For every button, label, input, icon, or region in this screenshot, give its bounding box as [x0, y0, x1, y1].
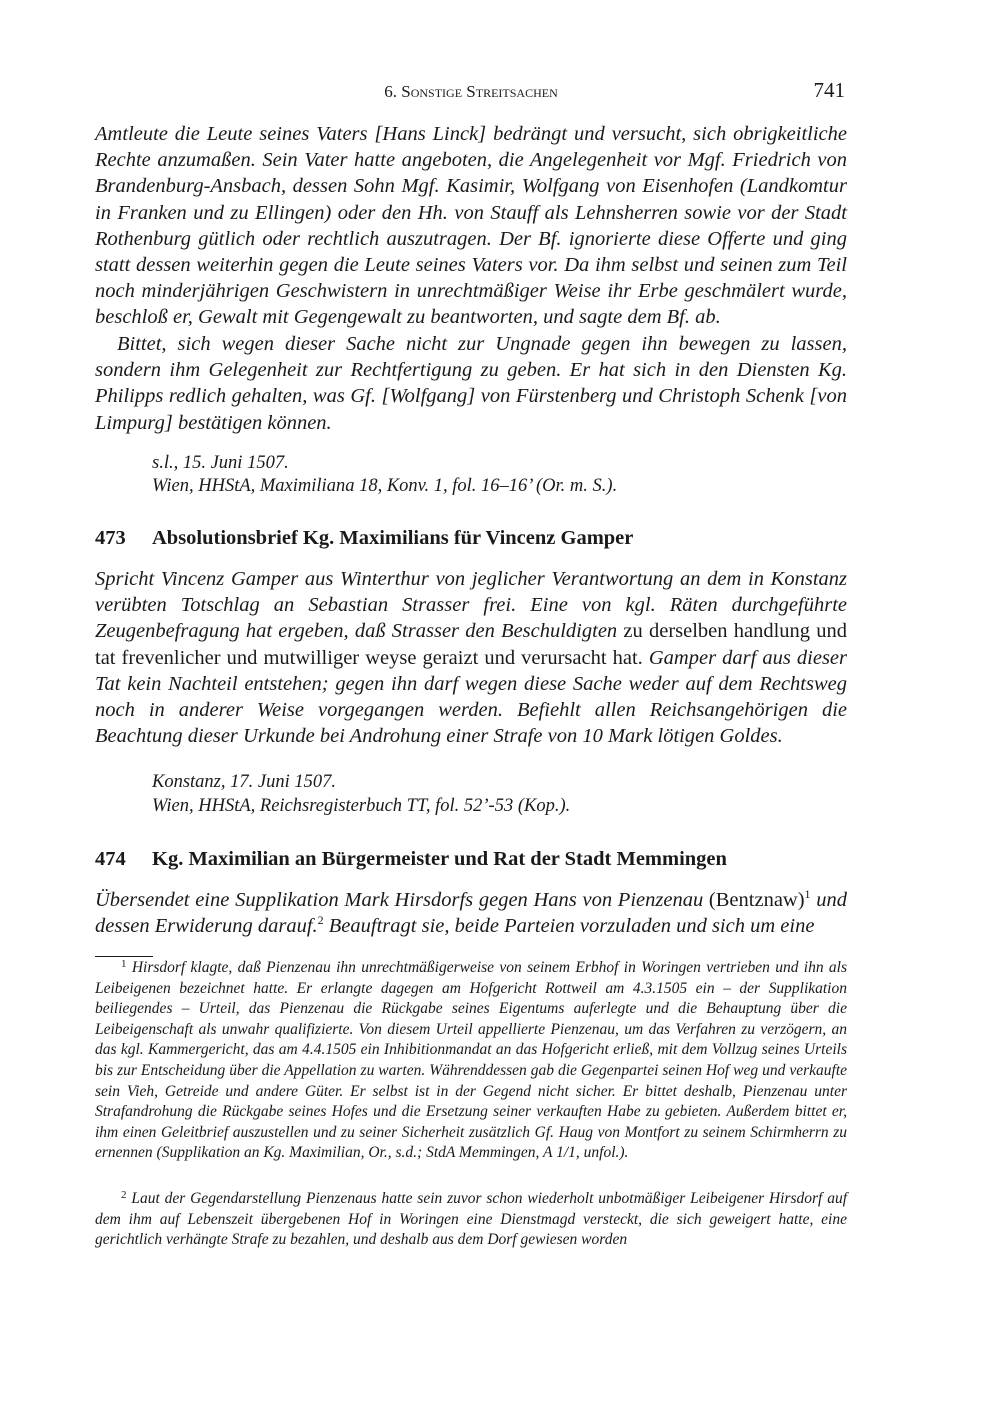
footnote-ref-2[interactable]: 2 [317, 913, 324, 928]
footnote-2-mark: 2 [121, 1189, 127, 1201]
entry-474-text-c: Beauftragt sie, beide Parteien vorzuladen und sich um eine [328, 915, 815, 938]
intro-place-date: s.l., 15. Juni 1507. [152, 453, 289, 473]
entry-473-source: Wien, HHStA, Reichsregisterbuch TT, fol. 52’-53 (Kop.). [152, 796, 571, 816]
entry-473-place-date: Konstanz, 17. Juni 1507. [152, 772, 336, 792]
entry-473-text-b: Gamper darf aus dieser Tat kein Nachteil entstehen; gegen ihn darf wegen diese Sache weder auf dem Rechtsweg noch in anderer Weise vorgegangen werden. Befiehlt allen Reichsangehörigen die Beachtung dieser Urkunde bei Androhung einer Strafe von 10 Mark lötigen Goldes. [95, 646, 848, 748]
entry-473-title: Absolutionsbrief Kg. Maximilians für Vincenz Gamper [152, 527, 634, 549]
footnote-ref-1[interactable]: 1 [804, 887, 811, 901]
entry-473-quote: zu derselben handlung und tat frevenlicher und mutwilliger weyse geraizt und verursacht hat. [95, 620, 847, 669]
entry-474-regest [95, 887, 847, 939]
intro-paragraph-2: Bittet, sich wegen dieser Sache nicht zur Ungnade gegen ihn bewegen zu lassen, sondern ihm Gelegenheit zur Rechtfertigung zu geben. Er hat sich in den Diensten Kg. Philipps redlich gehalten, was Gf. [Wolfgang] von Fürstenberg und Christoph Schenk [von Limpurg] bestätigen können. [95, 333, 847, 434]
footnote-1-mark: 1 [121, 958, 127, 970]
intro-paragraph-1: Amtleute die Leute seines Vaters [Hans Linck] bedrängt und versucht, sich obrigkeitliche Rechte anzumaßen. Sein Vater hatte angeboten, die Angelegenheit vor Mgf. Friedrich von Brandenburg-Ansbach, dessen Sohn Mgf. Kasimir, Wolfgang von Eisenhofen (Landkomtur in Franken und zu Ellingen) oder den Hh. von Stauff als Lehnsherren sowie vor der Stadt Rothenburg gütlich oder rechtlich auszutragen. Der Bf. ignorierte diese Offerte und ging statt dessen weiterhin gegen die Leute seines Vaters vor. Da ihm selbst und seinen zum Teil noch minderjährigen Geschwistern in unrechtmäßiger Weise ihr Erbe geschmälert wurde, beschloß er, Gewalt mit Gegengewalt zu beantworten, und sagte dem Bf. ab. [95, 123, 847, 329]
footnote-1 [95, 958, 847, 1164]
footnote-1-text: Hirsdorf klagte, daß Pienzenau ihn unrechtmäßigerweise von seinem Erbhof in Woringen vertrieben und ihn als Leibeigenen bezeichnet hatte. Er erlangte dagegen am Hofgericht Rottweil am 4.3.1505 ein – der Supplikation beiliegendes – Urteil, das Pienzenau die Rückgabe seines Eigentums auferlegte und die Behauptung über die Leibeigenschaft als unwahr qualifizierte. Von diesem Urteil appellierte Pienzenau, um das Verfahren zu verzögern, an das kgl. Kammergericht, das am 4.4.1505 ein Inhibitionmandat an das Hofgericht erließ, mit dem Vollzug seines Urteils bis zur Entscheidung über die Appellation zu warten. Währenddessen gab die Gegenpartei seinen Hof weg und verkaufte sein Vieh, Getreide und andere Güter. Er selbst ist in der Gegend nicht sicher. Er bittet deshalb, Pienzenau unter Strafandrohung die Rückgabe seines Hofes und die Ersetzung seiner verkauften Habe zu gebieten. Außerdem bittet er, ihm einen Geleitbrief auszustellen und zu seiner Sicherheit zusätzlich Gf. Haug von Montfort zu seinem Schirmherrn zu ernennen (Supplikation an Kg. Maximilian, Or., s.d.; StdA Memmingen, A 1/1, unfol.). [95, 959, 847, 1162]
entry-473-heading [95, 527, 847, 555]
footnote-divider [95, 956, 153, 957]
running-head-title: 6. Sonstige Streitsachen [384, 82, 558, 101]
entry-474-number: 474 [95, 848, 126, 870]
entry-473-text-a: Spricht Vincenz Gamper aus Winterthur von jeglicher Verantwortung an dem in Konstanz verübten Totschlag an Sebastian Strasser frei. Eine von kgl. Räten durchgeführte Zeugenbefragung hat ergeben, daß Strasser den Beschuldigten [95, 568, 847, 643]
entry-474-quote: (Bentznaw) [708, 889, 805, 911]
footnote-2 [95, 1189, 847, 1251]
running-head [95, 80, 847, 106]
entry-474-text-a: Übersendet eine Supplikation Mark Hirsdorfs gegen Hans von Pienzenau [95, 889, 704, 911]
entry-474-text-b: und dessen Erwiderung darauf. [95, 889, 848, 938]
entry-473-regest [95, 566, 847, 749]
intro-source: Wien, HHStA, Maximiliana 18, Konv. 1, fol. 16–16’ (Or. m. S.). [152, 476, 618, 496]
entry-474-title: Kg. Maximilian an Bürgermeister und Rat der Stadt Memmingen [152, 848, 727, 870]
page-number: 741 [813, 78, 845, 102]
entry-473-number: 473 [95, 527, 126, 549]
document-page [95, 0, 847, 1418]
footnote-2-text: Laut der Gegendarstellung Pienzenaus hatte sein zuvor schon wiederholt unbotmäßiger Leibeigener Hirsdorf auf dem ihm auf Lebenszeit übergebenen Hof in Woringen eine Dienstmagd versteckt, die sich geweigert hatte, eine gerichtlich verhängte Strafe zu bezahlen, und deshalb aus dem Dorf gewiesen worden [95, 1190, 848, 1249]
entry-474-heading [95, 848, 847, 876]
